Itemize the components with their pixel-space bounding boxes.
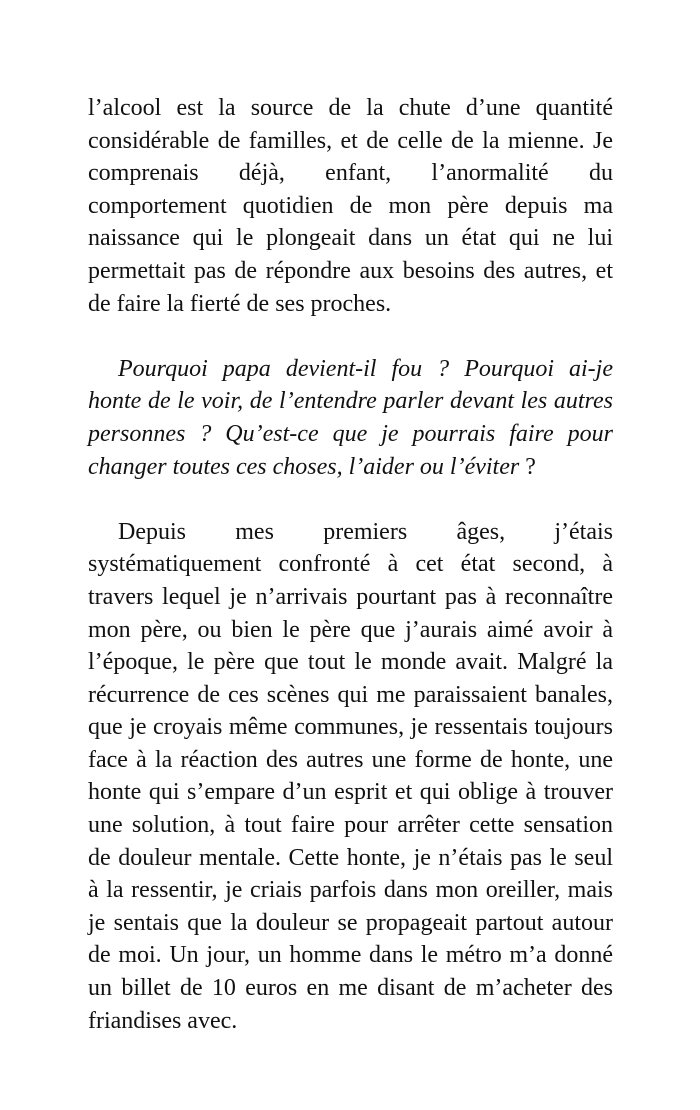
question-mark: ?: [519, 453, 536, 480]
italic-questions-text: Pourquoi papa devient-il fou ? Pourquoi ai-je honte de le voir, de l’entendre parler devant les autres personnes ? Qu’est-ce que je pourrais faire pour changer toutes ces choses, l’aider ou l’éviter: [88, 355, 613, 480]
book-page: [88, 92, 613, 1037]
paragraph-alcohol: l’alcool est la source de la chute d’une quantité considérable de familles, et de celle de la mienne. Je comprenais déjà, enfant, l’anormalité du comportement quotidien de mon père depuis ma naissance qui le plongeait dans un état qui ne lui permettait pas de répondre aux besoins des autres, et de faire la fierté de ses proches.: [88, 95, 613, 317]
paragraph-questions: [88, 353, 613, 483]
paragraph-childhood: Depuis mes premiers âges, j’étais systématiquement confronté à cet état second, à travers lequel je n’arrivais pourtant pas à reconnaître mon père, ou bien le père que j’aurais aimé avoir à l’époque, le père que tout le monde avait. Malgré la récurrence de ces scènes qui me paraissaient banales, que je croyais même communes, je ressentais toujours face à la réaction des autres une forme de honte, une honte qui s’empare d’un esprit et qui oblige à trouver une solution, à tout faire pour arrêter cette sensation de douleur mentale. Cette honte, je n’étais pas le seul à la ressentir, je criais parfois dans mon oreiller, mais je sentais que la douleur se propageait partout autour de moi. Un jour, un homme dans le métro m’a donné un billet de 10 euros en me disant de m’acheter des friandises avec.: [88, 518, 613, 1034]
paragraph-spacer: [88, 483, 613, 516]
paragraph-spacer: [88, 320, 613, 353]
